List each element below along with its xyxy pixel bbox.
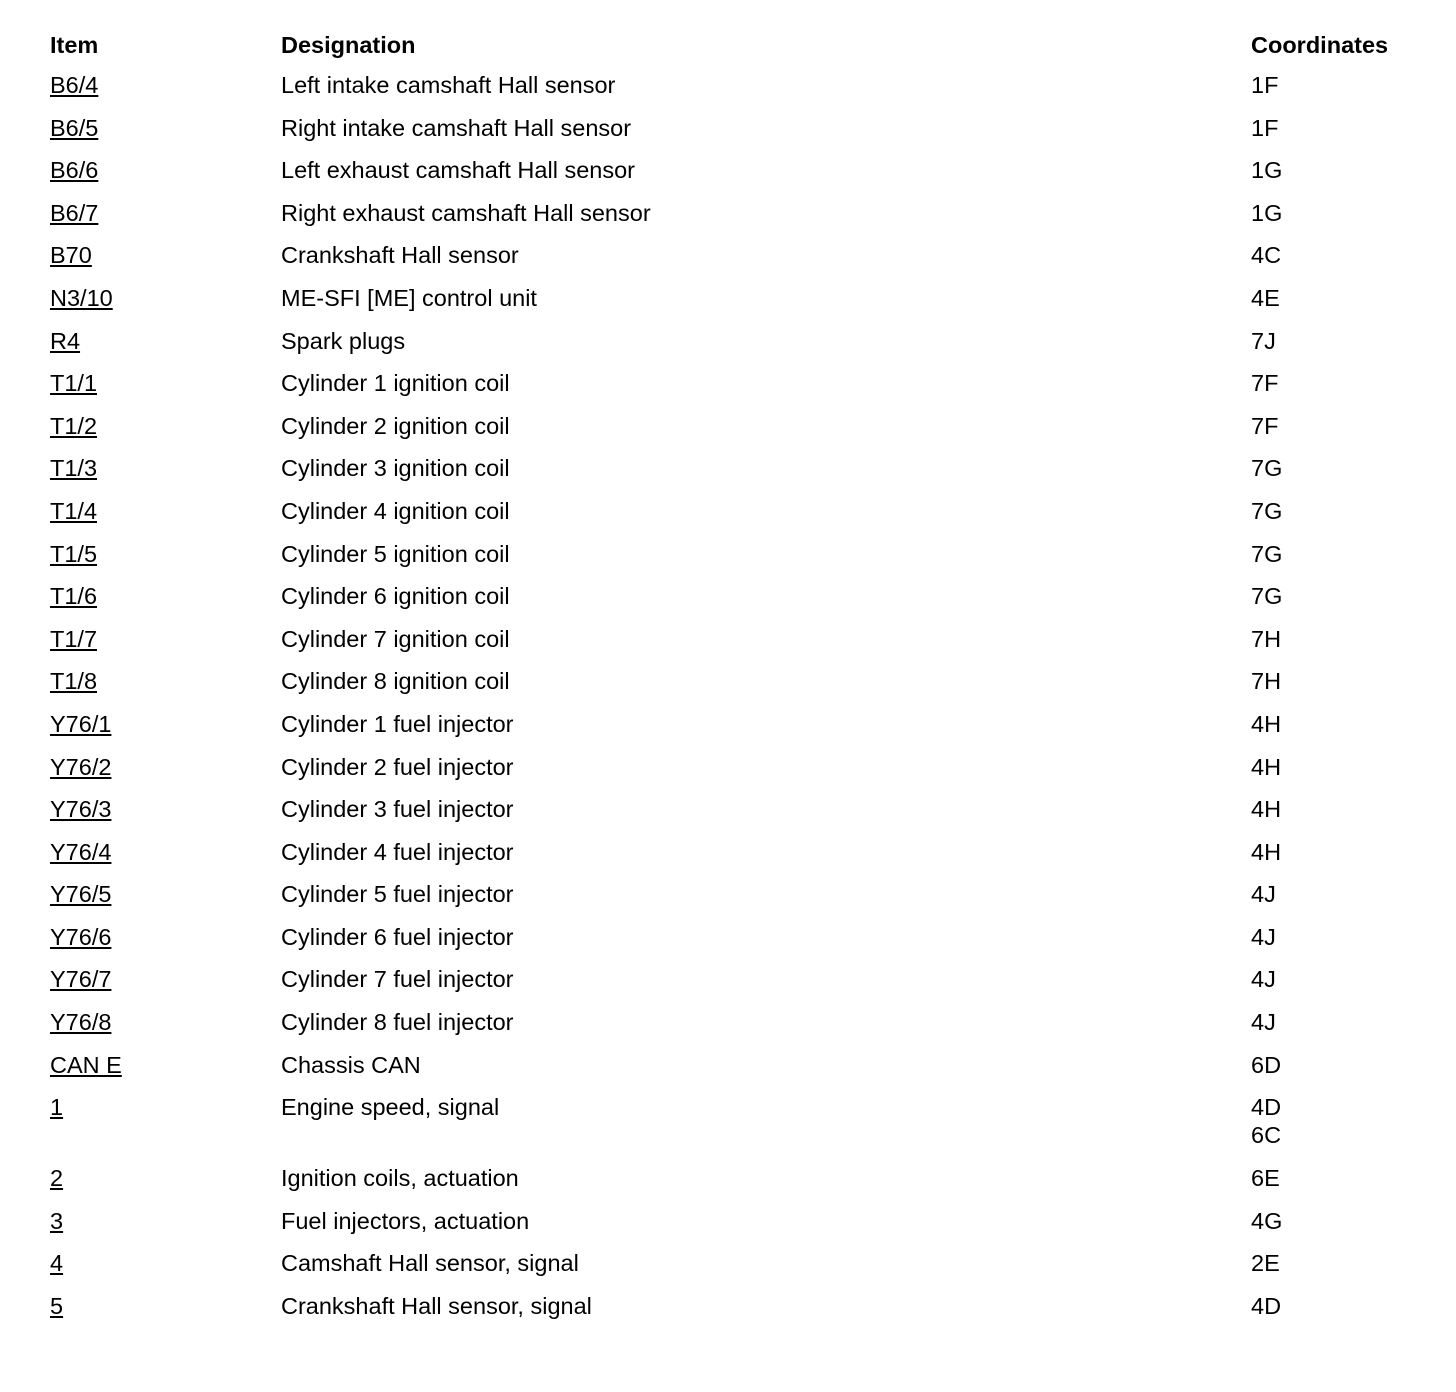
- table-row: [50, 241, 1430, 284]
- item-cell: [50, 327, 281, 355]
- designation-cell: Fuel injectors, actuation: [281, 1207, 530, 1234]
- item-link[interactable]: 3: [50, 1207, 64, 1234]
- coordinate-value: 4J: [1251, 966, 1276, 993]
- item-link[interactable]: T1/2: [50, 412, 98, 439]
- table-header-row: [50, 31, 1430, 71]
- item-link[interactable]: B6/7: [50, 199, 99, 226]
- coordinates-cell: [1251, 1008, 1430, 1036]
- item-link[interactable]: Y76/7: [50, 966, 112, 993]
- designation-column-header: Designation: [281, 32, 416, 58]
- item-link[interactable]: Y76/5: [50, 881, 112, 908]
- coordinates-cell: [1251, 1051, 1430, 1079]
- designation-cell: Cylinder 5 ignition coil: [281, 540, 510, 567]
- table-row: [50, 667, 1430, 710]
- designation-cell: Cylinder 4 fuel injector: [281, 838, 514, 865]
- table-row: [50, 540, 1430, 583]
- table-row: [50, 199, 1430, 242]
- coordinate-value: 7G: [1251, 455, 1283, 482]
- table-row: [50, 327, 1430, 370]
- coordinate-value: 4D: [1251, 1293, 1282, 1320]
- coordinates-cell: [1251, 114, 1430, 142]
- coordinates-cell: [1251, 241, 1430, 269]
- coordinate-value: 7J: [1251, 327, 1276, 354]
- item-link[interactable]: T1/4: [50, 497, 98, 524]
- coordinate-value: 6E: [1251, 1165, 1280, 1192]
- item-link[interactable]: T1/1: [50, 370, 98, 397]
- coordinates-cell: [1251, 965, 1430, 993]
- designation-cell: Left exhaust camshaft Hall sensor: [281, 157, 635, 184]
- item-cell: [50, 114, 281, 142]
- table-row: [50, 1051, 1430, 1094]
- item-link[interactable]: 1: [50, 1094, 64, 1121]
- coordinate-value: 7G: [1251, 583, 1283, 610]
- coordinate-value: 6C: [1251, 1122, 1282, 1149]
- coordinates-cell: [1251, 625, 1430, 653]
- table-row: [50, 284, 1430, 327]
- designation-cell: Cylinder 3 fuel injector: [281, 796, 514, 823]
- item-cell: [50, 753, 281, 781]
- coordinate-value: 4C: [1251, 242, 1282, 269]
- item-cell: [50, 625, 281, 653]
- item-link[interactable]: Y76/3: [50, 796, 112, 823]
- item-cell: [50, 369, 281, 397]
- coordinates-cell: [1251, 795, 1430, 823]
- coordinate-value: 1G: [1251, 157, 1283, 184]
- coordinate-value: 7H: [1251, 625, 1282, 652]
- coordinate-value: 7G: [1251, 497, 1283, 524]
- item-link[interactable]: B6/4: [50, 72, 99, 98]
- item-cell: [50, 923, 281, 951]
- coordinate-value: 7F: [1251, 370, 1279, 397]
- table-row: [50, 1292, 1430, 1335]
- designation-cell: Chassis CAN: [281, 1051, 421, 1078]
- coordinates-cell: [1251, 582, 1430, 610]
- coordinate-value: 6D: [1251, 1051, 1282, 1078]
- item-cell: [50, 1207, 281, 1235]
- component-legend-table: [50, 31, 1430, 1335]
- item-cell: [50, 284, 281, 312]
- coordinates-cell: [1251, 923, 1430, 951]
- designation-cell: Cylinder 1 fuel injector: [281, 710, 514, 737]
- coordinate-value: 4D: [1251, 1094, 1282, 1121]
- item-link[interactable]: Y76/4: [50, 838, 112, 865]
- item-link[interactable]: N3/10: [50, 284, 113, 311]
- item-cell: [50, 1292, 281, 1320]
- designation-cell: Crankshaft Hall sensor, signal: [281, 1293, 592, 1320]
- designation-cell: Cylinder 7 ignition coil: [281, 625, 510, 652]
- item-cell: [50, 156, 281, 184]
- item-link[interactable]: Y76/2: [50, 753, 112, 780]
- coordinate-value: 4J: [1251, 1009, 1276, 1036]
- item-cell: [50, 540, 281, 568]
- coordinates-column-header: Coordinates: [1251, 32, 1389, 58]
- item-link[interactable]: 2: [50, 1165, 64, 1192]
- coordinates-cell: [1251, 1164, 1430, 1192]
- table-row: [50, 582, 1430, 625]
- coordinate-value: 4E: [1251, 284, 1280, 311]
- coordinate-value: 4G: [1251, 1207, 1283, 1234]
- coordinate-value: 4H: [1251, 753, 1282, 780]
- coordinates-cell: [1251, 880, 1430, 908]
- table-row: [50, 114, 1430, 157]
- item-cell: [50, 1249, 281, 1277]
- designation-cell: Camshaft Hall sensor, signal: [281, 1250, 579, 1277]
- coordinate-value: 4J: [1251, 923, 1276, 950]
- item-link[interactable]: T1/6: [50, 583, 98, 610]
- item-link[interactable]: R4: [50, 327, 81, 354]
- table-row: [50, 1249, 1430, 1292]
- designation-cell: Spark plugs: [281, 327, 406, 354]
- item-column-header: Item: [50, 32, 99, 58]
- item-cell: [50, 241, 281, 269]
- table-row: [50, 71, 1430, 114]
- coordinate-value: 4H: [1251, 796, 1282, 823]
- coordinates-cell: [1251, 540, 1430, 568]
- table-row: [50, 497, 1430, 540]
- coordinate-value: 2E: [1251, 1250, 1280, 1277]
- item-cell: [50, 838, 281, 866]
- item-link[interactable]: T1/5: [50, 540, 98, 567]
- table-row: [50, 1008, 1430, 1051]
- item-cell: [50, 412, 281, 440]
- coordinate-value: 7H: [1251, 668, 1282, 695]
- item-cell: [50, 1008, 281, 1036]
- table-row: [50, 1093, 1430, 1164]
- item-cell: [50, 1164, 281, 1192]
- coordinates-cell: [1251, 1292, 1430, 1320]
- designation-cell: Left intake camshaft Hall sensor: [281, 72, 616, 98]
- table-row: [50, 923, 1430, 966]
- coordinates-cell: [1251, 71, 1430, 99]
- item-link[interactable]: Y76/6: [50, 923, 112, 950]
- coordinates-cell: [1251, 412, 1430, 440]
- item-cell: [50, 454, 281, 482]
- coordinates-cell: [1251, 199, 1430, 227]
- item-cell: [50, 880, 281, 908]
- table-row: [50, 795, 1430, 838]
- designation-cell: Cylinder 8 fuel injector: [281, 1009, 514, 1036]
- item-cell: [50, 667, 281, 695]
- table-row: [50, 710, 1430, 753]
- coordinate-value: 4H: [1251, 838, 1282, 865]
- table-row: [50, 625, 1430, 668]
- coordinates-cell: [1251, 369, 1430, 397]
- coordinates-cell: [1251, 156, 1430, 184]
- coordinates-cell: [1251, 838, 1430, 866]
- designation-cell: ME-SFI [ME] control unit: [281, 284, 537, 311]
- designation-cell: Right exhaust camshaft Hall sensor: [281, 199, 651, 226]
- item-cell: [50, 795, 281, 823]
- item-link[interactable]: T1/3: [50, 455, 98, 482]
- designation-cell: Cylinder 6 ignition coil: [281, 583, 510, 610]
- coordinates-cell: [1251, 327, 1430, 355]
- item-cell: [50, 497, 281, 525]
- designation-cell: Cylinder 2 fuel injector: [281, 753, 514, 780]
- item-link[interactable]: 5: [50, 1293, 64, 1320]
- item-link[interactable]: 4: [50, 1250, 64, 1277]
- coordinates-cell: [1251, 1249, 1430, 1277]
- designation-cell: Cylinder 2 ignition coil: [281, 412, 510, 439]
- coordinate-value: 4J: [1251, 881, 1276, 908]
- coordinates-cell: [1251, 710, 1430, 738]
- coordinate-value: 1F: [1251, 72, 1279, 98]
- designation-cell: Cylinder 4 ignition coil: [281, 497, 510, 524]
- item-cell: [50, 199, 281, 227]
- item-cell: [50, 710, 281, 738]
- table-row: [50, 838, 1430, 881]
- table-row: [50, 369, 1430, 412]
- designation-cell: Cylinder 8 ignition coil: [281, 668, 510, 695]
- designation-cell: Cylinder 5 fuel injector: [281, 881, 514, 908]
- coordinates-cell: [1251, 454, 1430, 482]
- coordinates-cell: [1251, 497, 1430, 525]
- table-row: [50, 156, 1430, 199]
- item-link[interactable]: T1/7: [50, 625, 98, 652]
- item-link[interactable]: Y76/1: [50, 710, 112, 737]
- item-cell: [50, 1093, 281, 1121]
- coordinate-value: 7F: [1251, 412, 1279, 439]
- designation-cell: Crankshaft Hall sensor: [281, 242, 519, 269]
- designation-cell: Cylinder 1 ignition coil: [281, 370, 510, 397]
- item-cell: [50, 1051, 281, 1079]
- table-row: [50, 965, 1430, 1008]
- item-link[interactable]: T1/8: [50, 668, 98, 695]
- designation-cell: Cylinder 6 fuel injector: [281, 923, 514, 950]
- designation-cell: Right intake camshaft Hall sensor: [281, 114, 632, 141]
- designation-cell: Ignition coils, actuation: [281, 1165, 519, 1192]
- coordinate-value: 4H: [1251, 710, 1282, 737]
- item-link[interactable]: CAN E: [50, 1051, 122, 1078]
- coordinates-cell: [1251, 284, 1430, 312]
- table-row: [50, 880, 1430, 923]
- item-link[interactable]: B70: [50, 242, 92, 269]
- table-row: [50, 412, 1430, 455]
- item-link[interactable]: Y76/8: [50, 1009, 112, 1036]
- coordinates-cell: [1251, 1207, 1430, 1235]
- designation-cell: Cylinder 7 fuel injector: [281, 966, 514, 993]
- table-row: [50, 1164, 1430, 1207]
- designation-cell: Engine speed, signal: [281, 1094, 500, 1121]
- coordinates-cell: [1251, 753, 1430, 781]
- coordinates-cell: [1251, 1093, 1430, 1149]
- designation-cell: Cylinder 3 ignition coil: [281, 455, 510, 482]
- item-link[interactable]: B6/5: [50, 114, 99, 141]
- item-link[interactable]: B6/6: [50, 157, 99, 184]
- table-body: [50, 71, 1430, 1335]
- table-row: [50, 454, 1430, 497]
- coordinates-cell: [1251, 667, 1430, 695]
- item-cell: [50, 965, 281, 993]
- table-row: [50, 1207, 1430, 1250]
- coordinate-value: 1G: [1251, 199, 1283, 226]
- item-cell: [50, 582, 281, 610]
- item-cell: [50, 71, 281, 99]
- table-row: [50, 753, 1430, 796]
- coordinate-value: 7G: [1251, 540, 1283, 567]
- coordinate-value: 1F: [1251, 114, 1279, 141]
